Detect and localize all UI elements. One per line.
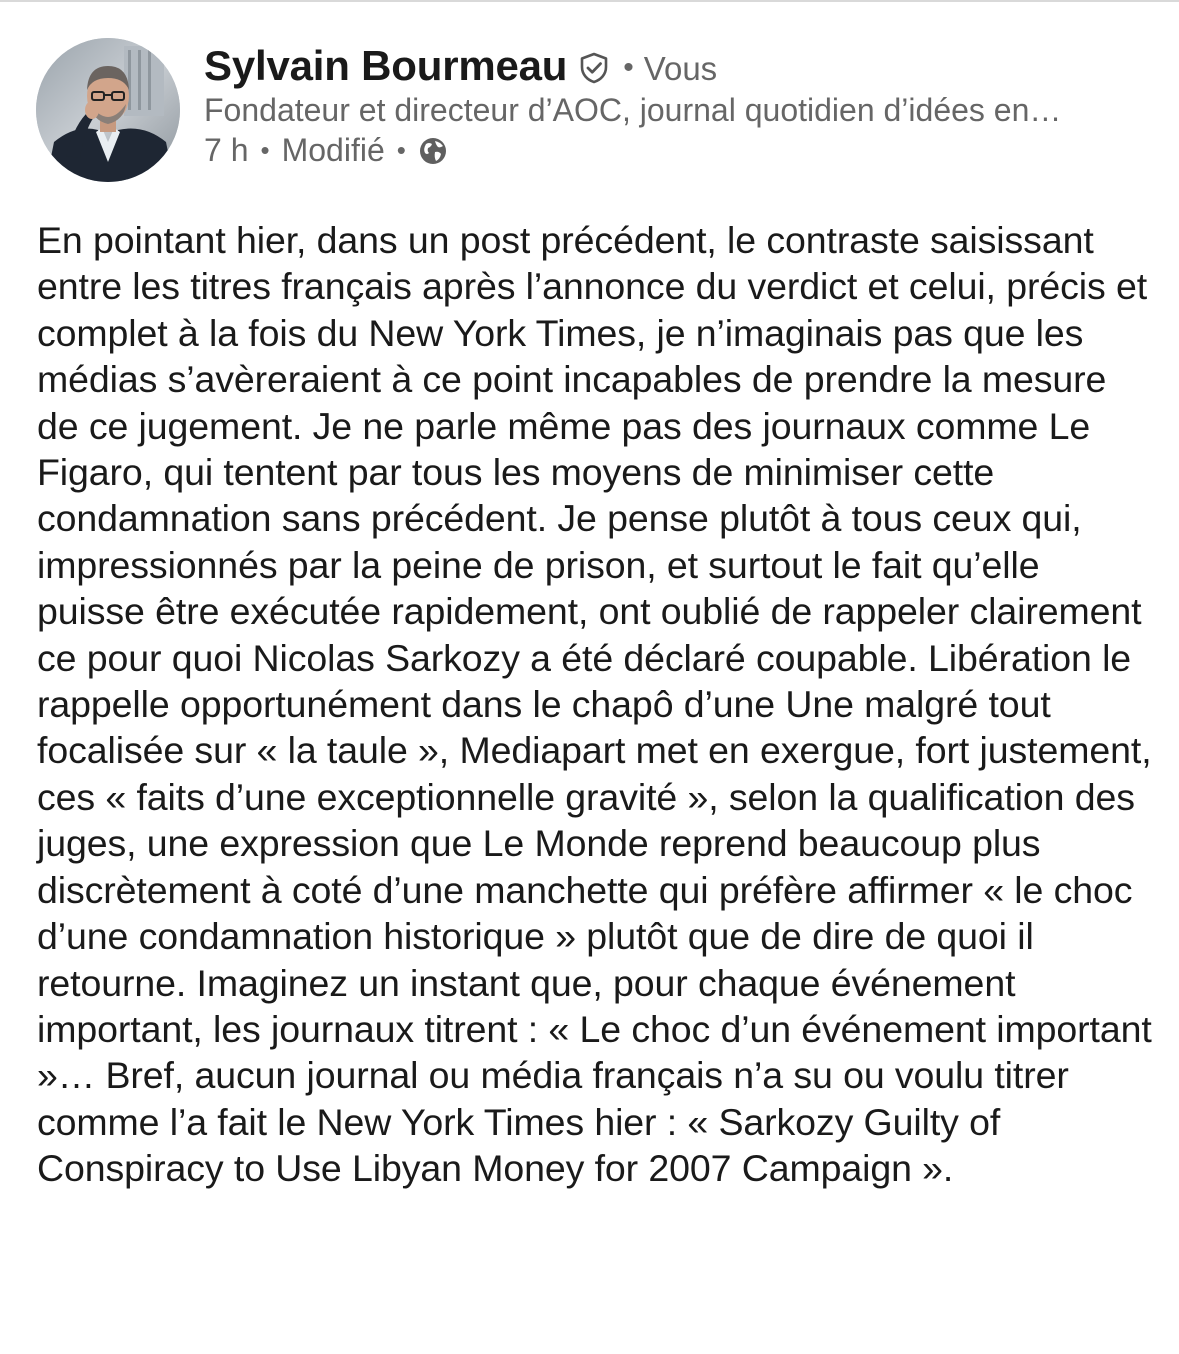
separator-dot: • [623, 51, 634, 84]
top-divider [0, 0, 1179, 2]
post-text: En pointant hier, dans un post précédent, le contraste saisissant entre les titres français après l’annonce du verdict et celui, précis et complet à la fois du New York Times, je n’imaginais pas que les médias s’avèreraient à ce point incapables de prendre la mesure de ce jugement. Je ne parle même pas des journaux comme Le Figaro, qui tentent par tous les moyens de minimiser cette condamnation sans précédent. Je pense plutôt à tous ceux qui, impressionnés par la peine de prison, et surtout le fait qu’elle puisse être exécutée rapidement, ont oublié de rappeler clairement ce pour quoi Nicolas Sarkozy a été déclaré coupable. Libération le rappelle opportunément dans le chapô d’une Une malgré tout focalisée sur « la taule », Mediapart met en exergue, fort justement, ces « faits d’une exceptionnelle gravité », selon la qualification des juges, une expression que Le Monde reprend beaucoup plus discrètement à coté d’une manchette qui préfère affirmer « le choc d’une condamnation historique » plutôt que de dire de quoi il retourne. Imaginez un instant que, pour chaque événement important, les journaux titrent : « Le choc d’un événement important »… Bref, aucun journal ou média français n’a su ou voulu titrer comme l’a fait le New York Times hier : « Sarkozy Guilty of Conspiracy to Use Libyan Money for 2007 Campaign ». [37, 219, 1152, 1190]
post-meta [204, 38, 1164, 170]
author-row [204, 38, 1164, 94]
edited-label: Modifié [281, 132, 385, 168]
verified-shield-icon [577, 51, 611, 85]
post-header [36, 38, 1156, 183]
avatar[interactable] [36, 38, 180, 182]
separator-dot: • [260, 135, 270, 165]
post-timestamp-row [204, 130, 1164, 170]
connection-degree: Vous [643, 50, 718, 87]
post-time: 7 h [204, 132, 249, 168]
profile-photo-icon [36, 38, 180, 182]
author-name[interactable]: Sylvain Bourmeau [204, 42, 568, 89]
globe-icon [418, 135, 448, 165]
separator-dot: • [396, 135, 406, 165]
author-headline: Fondateur et directeur d’AOC, journal quotidien d’idées en… [204, 92, 1062, 128]
